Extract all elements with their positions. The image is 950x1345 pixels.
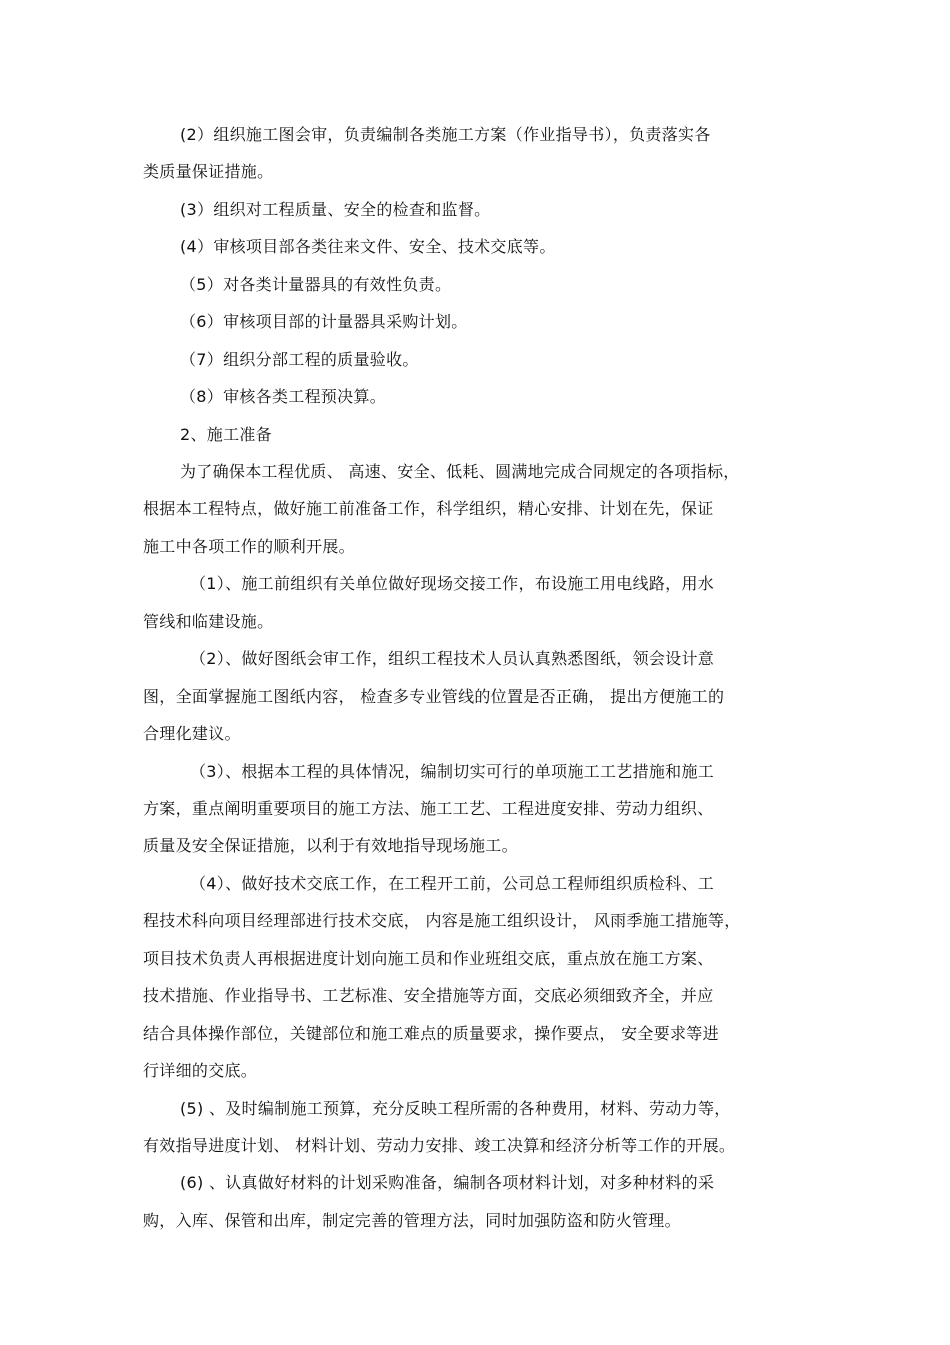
text-line: 管线和临建设施。 — [143, 612, 274, 631]
text-line: （7）组织分部工程的质量验收。 — [180, 350, 419, 369]
text-line: 方案，重点阐明重要项目的施工方法、施工工艺、工程进度安排、劳动力组织、 — [143, 799, 714, 818]
text-line: 合理化建议。 — [143, 724, 241, 743]
text-line: 有效指导进度计划、 材料计划、劳动力安排、竣工决算和经济分析等工作的开展。 — [143, 1136, 736, 1155]
text-line: (5) 、及时编制施工预算，充分反映工程所需的各种费用，材料、劳动力等， — [180, 1099, 731, 1118]
text-line: 行详细的交底。 — [143, 1061, 258, 1080]
text-line: (4）审核项目部各类往来文件、安全、技术交底等。 — [180, 237, 556, 256]
text-line: 为了确保本工程优质、 高速、安全、低耗、圆满地完成合同规定的各项指标， — [180, 462, 740, 481]
text-line: 项目技术负责人再根据进度计划向施工员和作业班组交底，重点放在施工方案、 — [143, 949, 714, 968]
text-line: 程技术科向项目经理部进行技术交底， 内容是施工组织设计， 风雨季施工措施等， — [143, 911, 741, 930]
text-line: （4）、做好技术交底工作，在工程开工前，公司总工程师组织质检科、工 — [190, 874, 715, 893]
text-line: 施工中各项工作的顺利开展。 — [143, 537, 355, 556]
text-line: 根据本工程特点，做好施工前准备工作，科学组织，精心安排、计划在先，保证 — [143, 499, 714, 518]
text-line: (3）组织对工程质量、安全的检查和监督。 — [180, 200, 491, 219]
text-line: (2）组织施工图会审，负责编制各类施工方案（作业指导书），负责落实各 — [180, 125, 711, 144]
text-line: （3）、根据本工程的具体情况，编制切实可行的单项施工工艺措施和施工 — [190, 762, 715, 781]
text-line: （6）审核项目部的计量器具采购计划。 — [180, 312, 468, 331]
text-line: （2）、做好图纸会审工作，组织工程技术人员认真熟悉图纸，领会设计意 — [190, 649, 715, 668]
text-line: （1）、施工前组织有关单位做好现场交接工作，布设施工用电线路，用水 — [190, 574, 715, 593]
text-line: （8）审核各类工程预决算。 — [180, 387, 387, 406]
text-line: 图，全面掌握施工图纸内容， 检查多专业管线的位置是否正确， 提出方便施工的 — [143, 687, 725, 706]
text-line: 技术措施、作业指导书、工艺标准、安全措施等方面，交底必须细致齐全，并应 — [143, 986, 714, 1005]
text-line: (6) 、认真做好材料的计划采购准备，编制各项材料计划，对多种材料的采 — [180, 1173, 715, 1192]
text-line: 购，入库、保管和出库，制定完善的管理方法，同时加强防盗和防火管理。 — [143, 1211, 681, 1230]
text-line: 质量及安全保证措施，以利于有效地指导现场施工。 — [143, 836, 518, 855]
text-line: 结合具体操作部位，关键部位和施工难点的质量要求，操作要点， 安全要求等进 — [143, 1024, 719, 1043]
text-line: 类质量保证措施。 — [143, 162, 274, 181]
text-line: （5）对各类计量器具的有效性负责。 — [180, 275, 452, 294]
section-heading: 2、施工准备 — [180, 425, 272, 444]
